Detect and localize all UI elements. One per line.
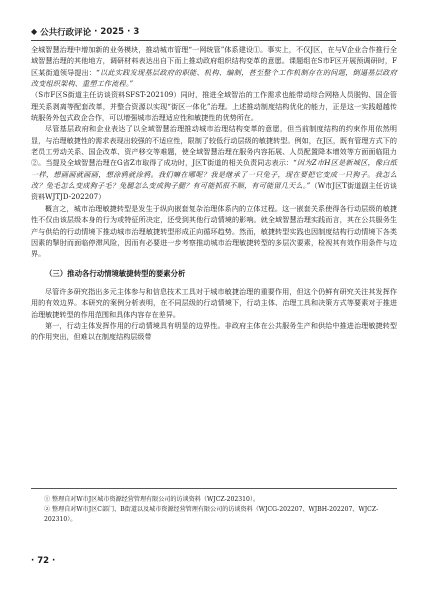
footnote [31,505,397,525]
section-title: （三）推动各行动情境敏捷转型的要素分析 [45,268,186,278]
header-sep-1: · [94,27,98,37]
diamond-icon: ◆ [31,27,38,36]
header-sep-2: · [127,27,131,37]
paragraph: 第一，行动主体发挥作用的行动情境具有明显的边界性。非政府主体在公共服务生产和供给中推进治理敏捷转型的作用突出，但难以在制度结构层级带 [31,320,397,342]
footnote-mark: ① [44,496,51,503]
interview-quote: “因为Z市H区是新城区，像白纸一样，想画画就画画，想涂鸦就涂鸦。我们嘛在哪呢？我是继承了一只兔子，现在要把它变成一只狗子。我怎么改？兔毛怎么变成狗子毛？兔腿怎么变成狗子腿？有可能抓很不顺，有可能留几天么。” [31,158,397,191]
footnotes [31,488,397,525]
footnote-text: 整理自对W市J区城市资源经营管理有限公司的访谈资料（WJCZ-202310）。 [52,496,260,503]
paragraph-text: 全城智慧治理中增加新的业务模块，推动城市管理“一网统管”体系建设①。事实上，不仅J区，在与V企业合作推行全域智慧治理的其他地方，调研材料表达出自下而上推动政府组织结构变革的意愿。课题组在S市F区开展预调研时，F区某街道领导提出： [31,45,397,77]
footnote-mark: ② [44,506,51,513]
journal-year: 2025 [100,27,125,37]
quote-source: （W市J区T街道副主任访谈资料WJTJD-202207） [31,181,398,202]
interview-quote: “以此实践发现基层政府的职能、机构、编制，甚至整个工作机制存在的问题，倒逼基层政府改变组织架构、重塑工作流程。” [31,67,398,89]
paragraph: 尽管许多研究指出多元主体参与和信息技术工具对于城市敏捷治理的重要作用，但这个仍鲜有研究关注其发挥作用的有效边界。本研究的案例分析表明，在不同层级的行动情境下，行动主体、治理工具和决策方式等要素对于推进治理敏捷转型的作用范围和具体内容存在差异。 [31,286,397,319]
paragraph: （S市F区S街道主任访谈资料SFST-202109）同时，推进全域智治的工作需求也能带动综合网格人员脱钩、国企管理关系剥离等配套改革，并整合资源以实现“街区一体化”治理。上述推动制度结构优化的能力，正是这一实践超越传统服务外包式政企合作，可以增强城市治理适应性和敏捷性的优势所在。 [31,90,397,123]
page-number: · 72 · [31,556,56,566]
journal-issue: 3 [133,27,140,37]
page-number-value: 72 [37,556,50,566]
footnote [31,495,397,505]
paragraph [31,44,397,89]
paragraph [31,123,397,202]
header-rule [31,40,396,41]
footnote-text: 整理自对W市J区C部门、B街道以及城市资源经营管理有限公司的访谈资料（WJCG-202207、WJBH-202207、WJCZ-202310）。 [44,506,379,523]
running-header [31,26,139,38]
paragraph-text: 尽管基层政府和企业表达了以全域智慧治理推动城市治理结构变革的意愿，但当前制度结构的约束作用依然明显，与治理敏捷性的需求表现出较强的不适应性，限制了较低行动层级的敏捷转型。例如，在J区，既有管理方式下的老员工劳动关系、国企改革、资产移交等难题，使全域智慧治理在服务内容拓展、人员配置降本增效等方面面临阻力②。当提及全域智慧治理在G省Z市取得了成功时，J区T街道的相关负责同志表示： [31,124,397,168]
article-body [31,44,397,343]
journal-name: 公共行政评论 [40,28,92,38]
paragraph: 概言之，城市治理敏捷转型是发生于纵向嵌套复杂治理体系内的立体过程。这一嵌套关系使得各行动层级的敏捷性不仅由该层级本身的行为或特征所决定，还受到其他行动情境的影响。就全域智慧治理实践而言，其在公共服务生产与供给的行动情境下推动城市治理敏捷转型形成正向循环趋势。然而，敏捷转型实践也因制度结构行动情境下各类因素的掣肘而面临停滞风险，因而有必要进一步考察推动城市治理敏捷转型的多层次要素，检视其有效作用条件与边界。 [31,203,397,259]
